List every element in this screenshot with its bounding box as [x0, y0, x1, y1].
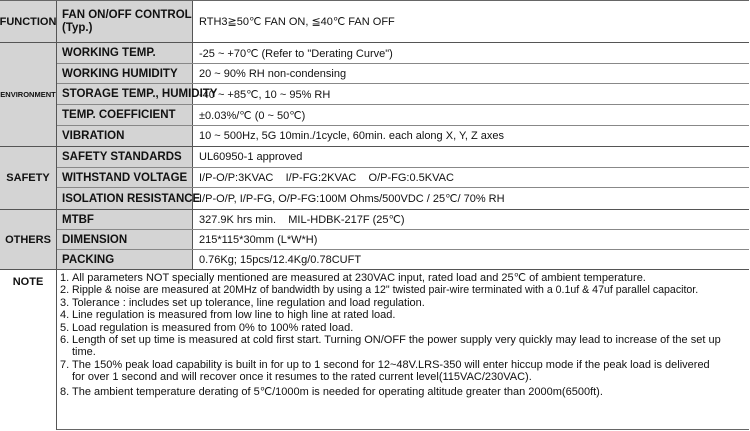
note-item — [60, 386, 746, 398]
category-environment: ENVIRONMENT — [0, 43, 57, 146]
note-number: 2. — [60, 284, 70, 297]
spec-label: WORKING HUMIDITY — [57, 64, 193, 83]
spec-row — [57, 168, 749, 188]
category-function: FUNCTION — [0, 1, 57, 42]
spec-row — [57, 43, 749, 64]
note-item — [60, 359, 746, 384]
spec-value: 215*115*30mm (L*W*H) — [199, 233, 318, 246]
note-text: Tolerance : includes set up tolerance, line regulation and load regulation. — [72, 296, 425, 309]
spec-label: PACKING — [57, 250, 193, 269]
spec-label-line2: (Typ.) — [62, 21, 93, 34]
section-environment — [0, 43, 749, 147]
category-others: OTHERS — [0, 210, 57, 269]
spec-row — [57, 210, 749, 230]
spec-label: TEMP. COEFFICIENT — [57, 105, 193, 125]
spec-value: 0.76Kg; 15pcs/12.4Kg/0.78CUFT — [199, 253, 362, 266]
note-item — [60, 272, 746, 284]
spec-row — [57, 230, 749, 250]
spec-label: WORKING TEMP. — [57, 43, 193, 63]
spec-value: 10 ~ 500Hz, 5G 10min./1cycle, 60min. each along X, Y, Z axes — [199, 130, 505, 142]
note-number: 7. — [60, 358, 70, 371]
note-item — [60, 322, 746, 334]
note-text: Load regulation is measured from 0% to 100% rated load. — [72, 321, 354, 334]
spec-value: 327.9K hrs min. MIL-HDBK-217F (25℃) — [199, 214, 405, 226]
note-text: Ripple & noise are measured at 20MHz of bandwidth by using a 12" twisted pair-wire terminated with a 0.1uf & 47uf parallel capacitor. — [72, 284, 699, 297]
spec-value: I/P-O/P, I/P-FG, O/P-FG:100M Ohms/500VDC / 25℃/ 70% RH — [199, 193, 505, 205]
note-text: The ambient temperature derating of 5℃/1000m is needed for operating altitude greater than 2000m(6500ft). — [72, 385, 603, 398]
note-number: 1. — [60, 272, 70, 284]
spec-label: ISOLATION RESISTANCE — [57, 188, 193, 209]
spec-value: 20 ~ 90% RH non-condensing — [199, 67, 347, 80]
spec-row — [57, 84, 749, 105]
note-text: for over 1 second and will recover once it resumes to the rated current level(115VAC/230VAC). — [72, 371, 532, 384]
spec-row — [57, 147, 749, 168]
spec-value: -40 ~ +85℃, 10 ~ 95% RH — [199, 88, 331, 101]
spec-row — [57, 1, 749, 42]
spec-label: SAFETY STANDARDS — [57, 147, 193, 167]
note-number: 4. — [60, 309, 70, 322]
section-others — [0, 210, 749, 270]
section-function — [0, 1, 749, 43]
note-number: 6. — [60, 334, 70, 347]
note-item — [60, 297, 746, 309]
category-safety: SAFETY — [0, 147, 57, 209]
spec-label: DIMENSION — [57, 230, 193, 249]
spec-row — [57, 64, 749, 84]
spec-label: WITHSTAND VOLTAGE — [57, 168, 193, 187]
notes-list — [60, 272, 746, 398]
note-item — [60, 309, 746, 321]
spec-row — [57, 126, 749, 146]
spec-row — [57, 250, 749, 269]
note-number: 3. — [60, 296, 70, 309]
note-item — [60, 334, 746, 359]
note-number: 5. — [60, 321, 70, 334]
spec-row — [57, 105, 749, 126]
spec-label — [57, 1, 193, 42]
note-text: All parameters NOT specially mentioned are measured at 230VAC input, rated load and 25℃ of ambient temperature. — [72, 272, 646, 284]
note-number: 8. — [60, 385, 70, 398]
spec-row — [57, 188, 749, 209]
section-safety — [0, 147, 749, 210]
spec-label: MTBF — [57, 210, 193, 229]
note-text: Line regulation is measured from low line to high line at rated load. — [72, 309, 396, 322]
category-note: NOTE — [0, 270, 57, 430]
spec-label: STORAGE TEMP., HUMIDITY — [57, 84, 193, 104]
note-text: time. — [72, 346, 96, 359]
note-text: Length of set up time is measured at cold first start. Turning ON/OFF the power supply very quickly may lead to increase of the set up — [72, 334, 721, 347]
spec-label: VIBRATION — [57, 126, 193, 146]
spec-value: -25 ~ +70℃ (Refer to "Derating Curve") — [199, 47, 393, 60]
spec-value: I/P-O/P:3KVAC I/P-FG:2KVAC O/P-FG:0.5KVAC — [199, 171, 454, 184]
spec-value: ±0.03%/℃ (0 ~ 50℃) — [199, 109, 306, 122]
note-item — [60, 284, 746, 296]
note-text: The 150% peak load capability is built in for up to 1 second for 12~48V.LRS-350 will enter hiccup mode if the peak load is delivered — [72, 358, 710, 371]
spec-value: UL60950-1 approved — [199, 151, 303, 163]
spec-label-line1: FAN ON/OFF CONTROL — [62, 8, 192, 21]
spec-value: RTH3≧50℃ FAN ON, ≦40℃ FAN OFF — [199, 16, 395, 28]
